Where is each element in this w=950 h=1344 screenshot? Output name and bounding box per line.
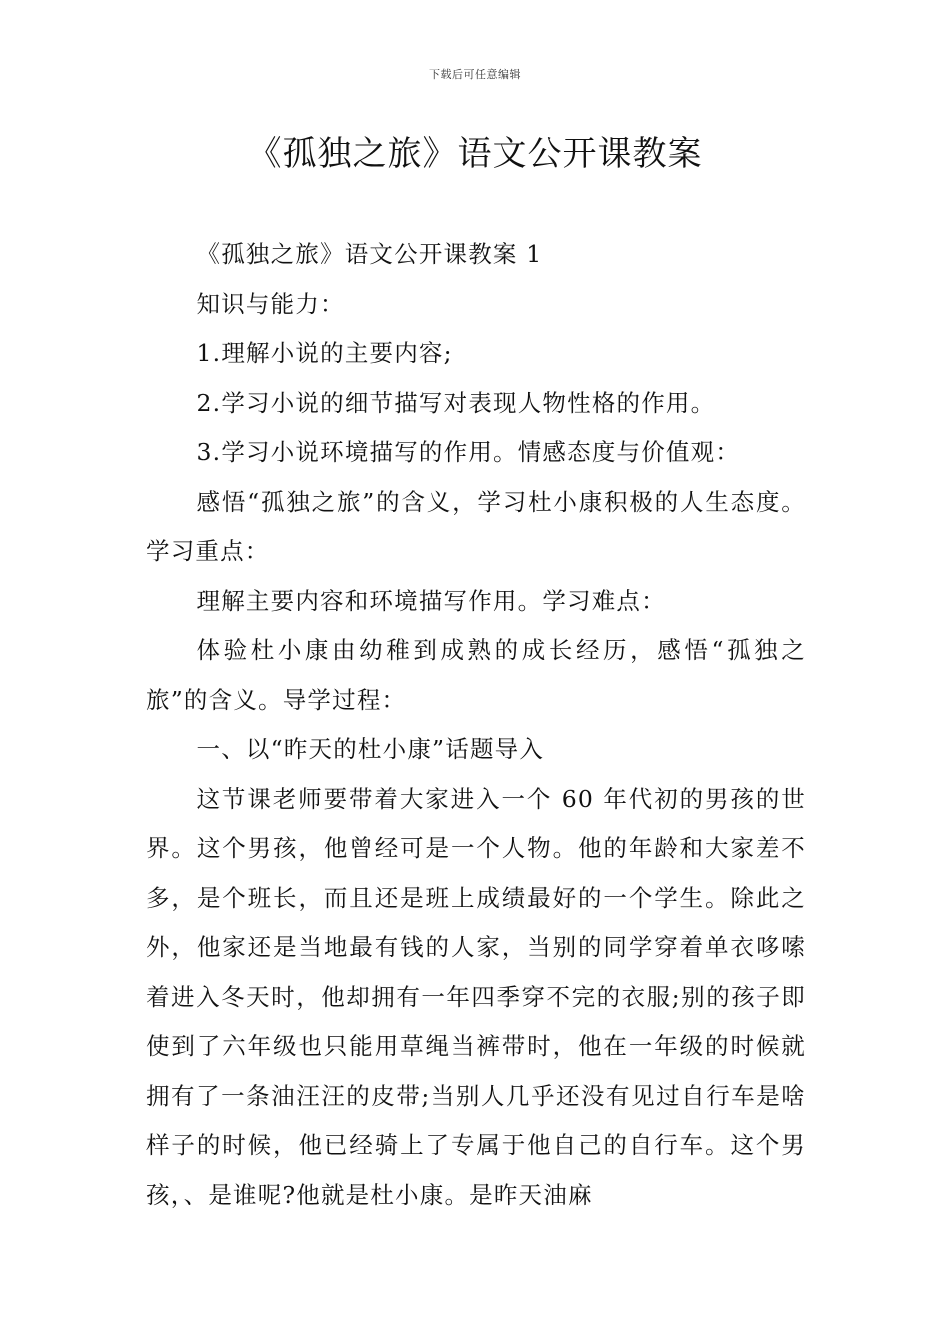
difficulty-paragraph: 体验杜小康由幼稚到成熟的成长经历，感悟“孤独之旅”的含义。导学过程： bbox=[146, 636, 806, 714]
key-points-paragraph: 理解主要内容和环境描写作用。学习难点： bbox=[196, 586, 666, 615]
introduction-paragraph: 这节课老师要带着大家进入一个 60 年代初的男孩的世界。这个男孩，他曾经可是一个人物。他的年龄和大家差不多，是个班长，而且还是班上成绩最好的一个学生。除此之外，他家还是当地最有钱的人家，当别的同学穿着单衣哆嗦着进入冬天时，他却拥有一年四季穿不完的衣服;别的孩子即使到了六年级也只能用草绳当裤带时，他在一年级的时候就拥有了一条油汪汪的皮带;当别人几乎还没有见过自行车是啥样子的时候，他已经骑上了专属于他自己的自行车。这个男孩，、是谁呢?他就是杜小康。是昨天油麻 bbox=[146, 784, 806, 1209]
section-knowledge-ability: 知识与能力： bbox=[196, 289, 345, 318]
document-title: 《孤独之旅》语文公开课教案 bbox=[247, 134, 703, 174]
objective-3: 3.学习小说环境描写的作用。情感态度与价值观： bbox=[196, 438, 741, 466]
header-note: 下载后可任意编辑 bbox=[429, 68, 521, 81]
step-1-heading: 一、以“昨天的杜小康”话题导入 bbox=[196, 735, 545, 763]
objective-1: 1.理解小说的主要内容; bbox=[196, 339, 453, 367]
emotion-attitude-paragraph: 感悟“孤独之旅”的含义，学习杜小康积极的人生态度。学习重点： bbox=[146, 487, 806, 565]
objective-2: 2.学习小说的细节描写对表现人物性格的作用。 bbox=[196, 388, 716, 417]
document-body bbox=[146, 230, 806, 1220]
lesson-plan-heading: 《孤独之旅》语文公开课教案 1 bbox=[196, 240, 543, 268]
